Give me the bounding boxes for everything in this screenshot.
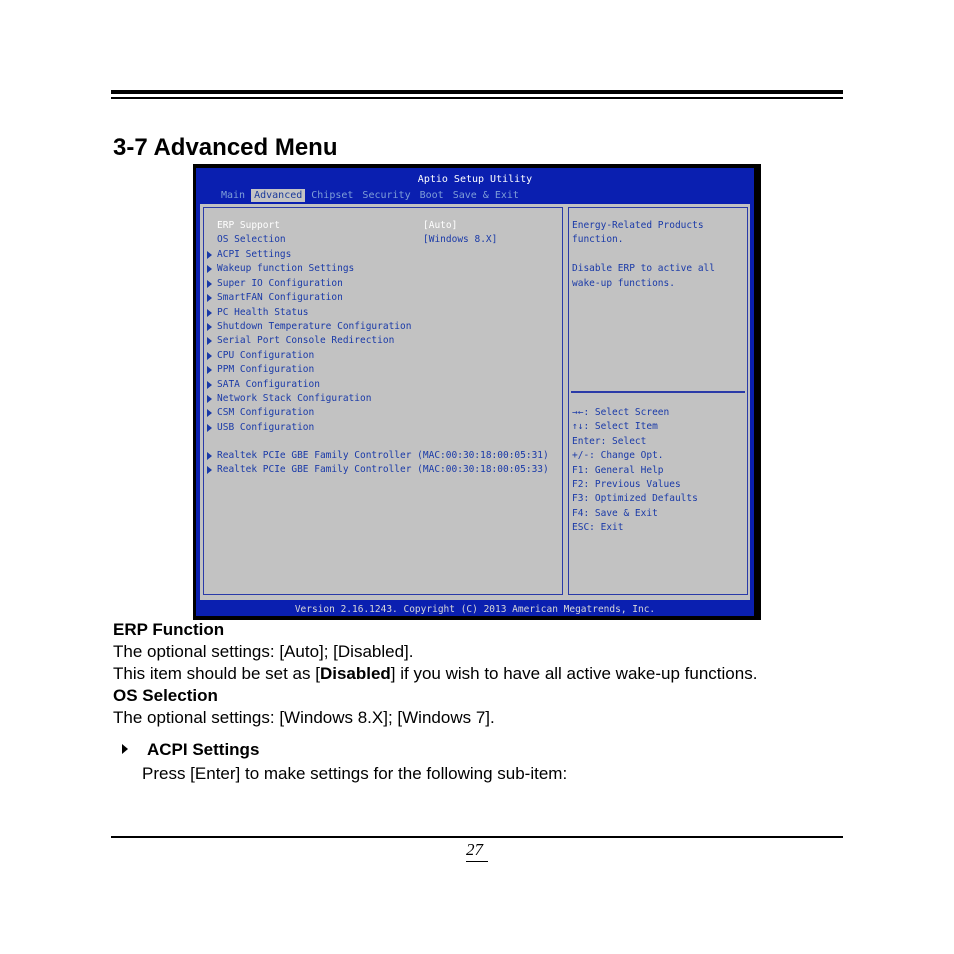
submenu-arrow-icon	[207, 280, 212, 288]
submenu-arrow-icon	[207, 251, 212, 259]
footer-rule	[111, 836, 843, 838]
bios-screenshot	[193, 164, 761, 620]
erp-desc-pre: This item should be set as [	[113, 664, 320, 683]
bios-menu-item[interactable]: SATA Configuration	[217, 378, 320, 390]
bios-tab-chipset[interactable]: Chipset	[311, 190, 354, 201]
submenu-arrow-icon	[207, 466, 212, 474]
bios-footer: Version 2.16.1243. Copyright (C) 2013 American Megatrends, Inc.	[294, 604, 656, 615]
bullet-arrow-icon	[122, 744, 128, 754]
key-help-line: +/-: Change Opt.	[572, 450, 664, 462]
section-title: 3-7 Advanced Menu	[113, 134, 338, 161]
bios-menu-item[interactable]: Super IO Configuration	[217, 277, 343, 289]
bios-help-pane	[568, 207, 748, 595]
acpi-description: Press [Enter] to make settings for the following sub-item:	[142, 764, 568, 783]
bios-menu-item[interactable]: Realtek PCIe GBE Family Controller (MAC:00:30:18:00:05:31)	[217, 450, 549, 461]
submenu-arrow-icon	[207, 366, 212, 374]
bios-tab-boot[interactable]: Boot	[419, 190, 444, 201]
key-help-line: ↑↓: Select Item	[572, 421, 658, 433]
submenu-arrow-icon	[207, 309, 212, 317]
key-help-line: ESC: Exit	[572, 522, 624, 534]
bios-menu-item[interactable]: CSM Configuration	[217, 407, 315, 419]
bios-menu-value[interactable]: [Auto]	[423, 220, 458, 231]
header-rule-thick	[111, 90, 843, 94]
bios-menu-item[interactable]: PC Health Status	[217, 306, 309, 318]
erp-desc-bold: Disabled	[319, 664, 391, 683]
header-rule-thin	[111, 97, 843, 99]
key-help-line: Enter: Select	[572, 435, 647, 447]
bios-tab-save-exit[interactable]: Save & Exit	[452, 190, 519, 201]
erp-settings: The optional settings: [Auto]; [Disabled].	[113, 642, 414, 661]
submenu-arrow-icon	[207, 424, 212, 432]
bios-menu-item[interactable]: CPU Configuration	[217, 349, 315, 361]
bios-menu-item[interactable]: Realtek PCIe GBE Family Controller (MAC:00:30:18:00:05:33)	[217, 464, 549, 476]
help-text-line: Energy-Related Products	[572, 220, 704, 231]
erp-description	[113, 664, 757, 684]
os-heading: OS Selection	[113, 686, 218, 705]
submenu-arrow-icon	[207, 452, 212, 460]
bios-tab-advanced[interactable]: Advanced	[251, 189, 305, 202]
submenu-arrow-icon	[207, 352, 212, 360]
submenu-arrow-icon	[207, 323, 212, 331]
bios-tab-security[interactable]: Security	[362, 190, 411, 201]
acpi-heading: ACPI Settings	[147, 740, 260, 759]
bios-menu-item[interactable]: PPM Configuration	[217, 364, 315, 376]
bios-menu-item[interactable]: Network Stack Configuration	[217, 393, 372, 404]
bios-menu-list	[203, 207, 563, 595]
bios-menu-item[interactable]: Wakeup function Settings	[217, 263, 355, 275]
submenu-arrow-icon	[207, 381, 212, 389]
help-key-separator	[571, 391, 745, 393]
submenu-arrow-icon	[207, 294, 212, 302]
key-help-line: F4: Save & Exit	[572, 507, 658, 519]
submenu-arrow-icon	[207, 395, 212, 403]
bios-title: Aptio Setup Utility	[417, 174, 533, 185]
bios-menu-item[interactable]: SmartFAN Configuration	[217, 292, 343, 304]
key-help-line: →←: Select Screen	[572, 407, 670, 418]
bios-tab-bar	[218, 189, 525, 202]
submenu-arrow-icon	[207, 337, 212, 345]
bios-menu-item[interactable]: Serial Port Console Redirection	[217, 335, 395, 347]
bios-menu-item[interactable]: OS Selection	[217, 234, 286, 245]
bios-screen	[196, 168, 754, 616]
page-number: 27	[466, 840, 483, 859]
bios-menu-item[interactable]: ERP Support	[217, 220, 280, 231]
help-text-line: Disable ERP to active all	[572, 263, 715, 275]
bios-menu-item[interactable]: Shutdown Temperature Configuration	[217, 321, 412, 332]
page-number-underline	[466, 861, 488, 862]
submenu-arrow-icon	[207, 409, 212, 417]
key-help-line: F1: General Help	[572, 464, 664, 476]
help-text-line: function.	[572, 234, 624, 246]
key-help-line: F2: Previous Values	[572, 479, 681, 490]
os-settings: The optional settings: [Windows 8.X]; [Windows 7].	[113, 708, 495, 727]
bios-panel	[200, 204, 750, 600]
key-help-line: F3: Optimized Defaults	[572, 493, 698, 505]
erp-heading: ERP Function	[113, 620, 225, 639]
erp-desc-post: ] if you wish to have all active wake-up functions.	[390, 664, 758, 683]
bios-menu-value[interactable]: [Windows 8.X]	[423, 234, 498, 245]
bios-tab-main[interactable]: Main	[221, 190, 246, 201]
bios-menu-item[interactable]: USB Configuration	[217, 421, 315, 433]
submenu-arrow-icon	[207, 265, 212, 273]
bios-menu-item[interactable]: ACPI Settings	[217, 249, 292, 260]
help-text-line: wake-up functions.	[572, 277, 675, 289]
